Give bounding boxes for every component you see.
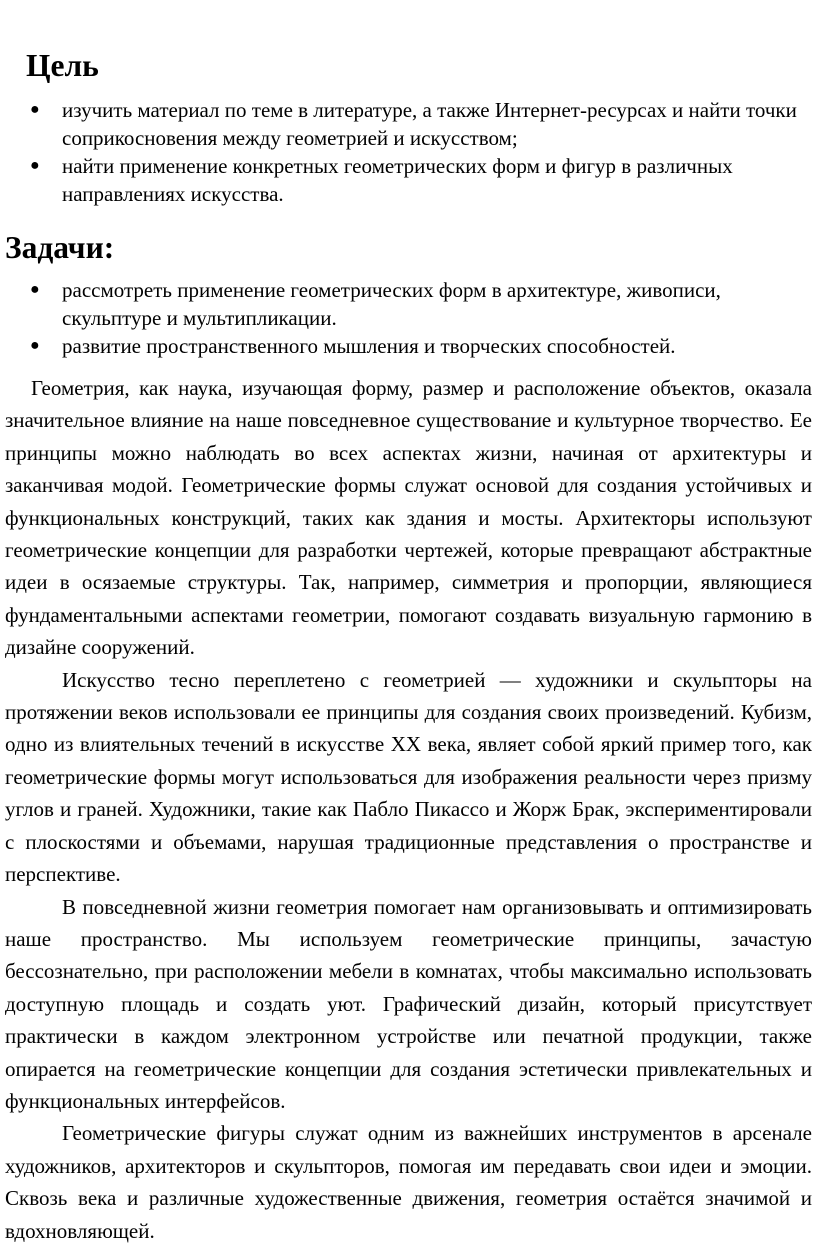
list-item <box>0 152 816 208</box>
list-item-text: рассмотреть применение геометрических форм в архитектуре, живописи, скульптуре и мультипликации. <box>62 278 721 330</box>
paragraph: В повседневной жизни геометрия помогает нам организовывать и оптимизировать наше пространство. Мы используем геометрические принципы, зачастую бессознательно, при расположении мебели в комнатах, чтобы максимально использовать доступную площадь и создать уют. Графический дизайн, который присутствует практически в каждом электронном устройстве или печатной продукции, также опирается на геометрические концепции для создания эстетически привлекательных и функциональных интерфейсов. <box>5 894 812 1113</box>
paragraph: Геометрические фигуры служат одним из важнейших инструментов в арсенале художников, архитекторов и скульпторов, помогая им передавать свои идеи и эмоции. Сквозь века и различные художественные движения, геометрия остаётся значимой и вдохновляющей. <box>5 1121 812 1243</box>
paragraph: Геометрия, как наука, изучающая форму, размер и расположение объектов, оказала значительное влияние на наше повседневное существование и культурное творчество. Ее принципы можно наблюдать во всех аспектах жизни, начиная от архитектуры и заканчивая модой. Геометрические формы служат основой для создания устойчивых и функциональных конструкций, таких как здания и мосты. Архитекторы используют геометрические концепции для разработки чертежей, которые превращают абстрактные идеи в осязаемые структуры. Так, например, симметрия и пропорции, являющиеся фундаментальными аспектами геометрии, помогают создавать визуальную гармонию в дизайне сооружений. <box>5 376 812 660</box>
bullet-icon: ● <box>30 101 40 118</box>
bullet-icon: ● <box>30 157 40 174</box>
goal-heading: Цель <box>26 48 99 83</box>
paragraph: Искусство тесно переплетено с геометрией — художники и скульпторы на протяжении веков использовали ее принципы для создания своих произведений. Кубизм, одно из влиятельных течений в искусстве XX века, являет собой яркий пример того, как геометрические формы могут использоваться для изображения реальности через призму углов и граней. Художники, такие как Пабло Пикассо и Жорж Брак, экспериментировали с плоскостями и объемами, нарушая традиционные представления о пространстве и перспективе. <box>5 667 812 887</box>
tasks-list <box>0 276 816 360</box>
list-item <box>0 332 816 360</box>
list-item-text: найти применение конкретных геометрических форм и фигур в различных направлениях искусства. <box>62 154 733 206</box>
bullet-icon: ● <box>30 337 40 354</box>
tasks-heading: Задачи: <box>5 230 115 265</box>
list-item <box>0 96 816 152</box>
list-item-text: изучить материал по теме в литературе, а также Интернет-ресурсах и найти точки соприкосновения между геометрией и искусством; <box>62 98 797 150</box>
list-item-text: развитие пространственного мышления и творческих способностей. <box>62 334 676 358</box>
bullet-icon: ● <box>30 281 40 298</box>
list-item <box>0 276 816 332</box>
goals-list <box>0 96 816 208</box>
body-text <box>5 372 812 1247</box>
